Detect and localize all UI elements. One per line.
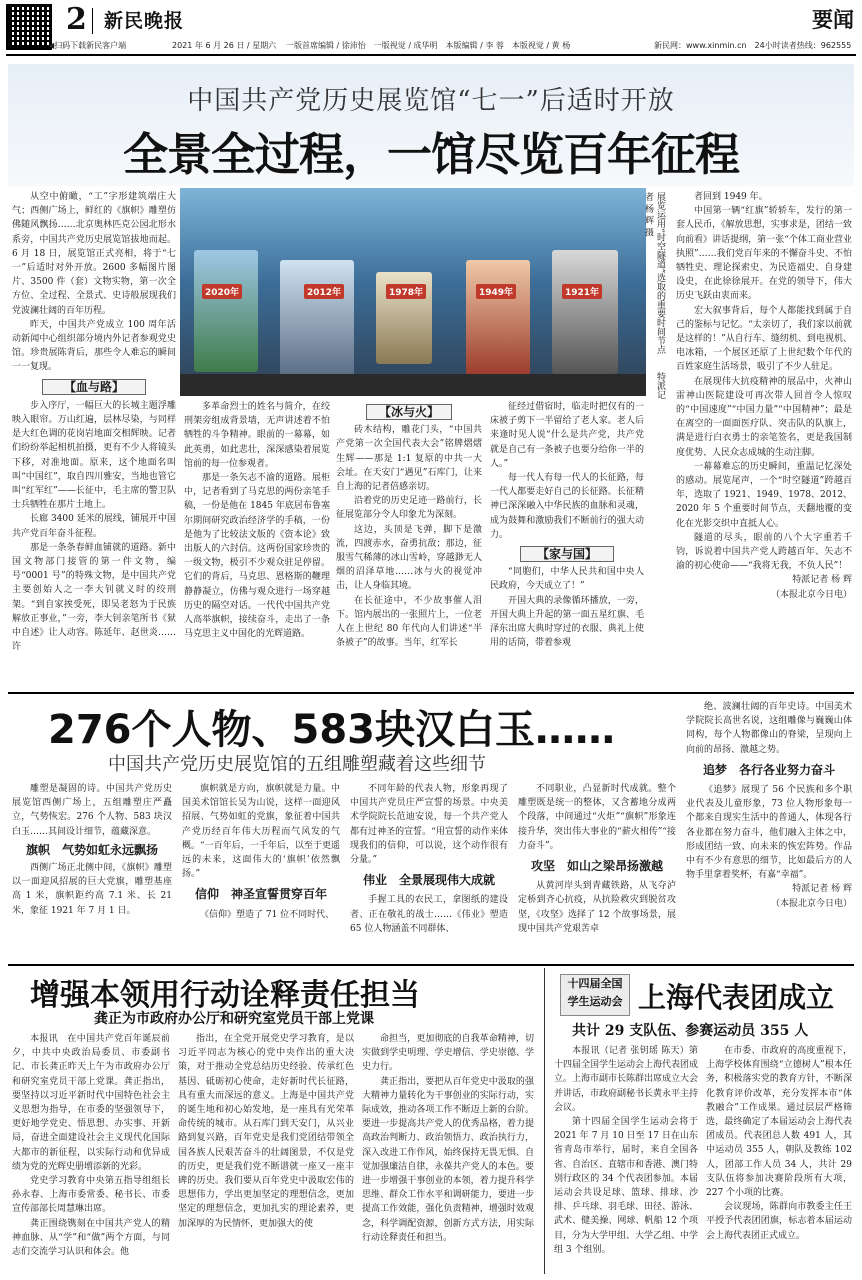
editor-credits: 一版首席编辑 / 徐沛怡 一版视觉 / 成华明 本版编辑 / 李 蓉 本版视觉 / 黄 杨: [286, 41, 571, 50]
lead-paragraph: 一幕幕难忘的历史瞬间，重温记忆深处的感动。展览尾声，一个“时空隧道”跨越百年，选取了 1921、1949、1978、2012、2020 年 5 个重要时间节点，天翻地覆的变化在光影交织中直抵人心。: [676, 461, 852, 529]
section-rule: [8, 692, 854, 694]
second-paragraph: 手握工具的农民工，拿图纸的建设者、正在敬礼的战士……《伟业》塑造 65 位人物涵盖不同群体、: [350, 895, 508, 934]
second-byline: 特派记者 杨 辉: [792, 884, 852, 895]
year-label: 1949年: [476, 284, 516, 299]
year-label: 2012年: [304, 284, 344, 299]
games-tag-top: 十四届全国: [567, 977, 623, 990]
section-title: 要闻: [812, 8, 854, 32]
issue-date: 2021 年 6 月 26 日 / 星期六: [172, 41, 277, 50]
lead-paragraph: 开国大典的录像循环播放，一旁，开国大典上升起的第一面五星红旗、毛泽东出席大典时穿过的衣服、典礼上使用的话筒，带着参观: [490, 595, 644, 649]
lead-byline: 特派记者 杨 辉: [792, 575, 852, 586]
year-label: 1978年: [386, 284, 426, 299]
paper-name: 新民晚报: [104, 10, 185, 32]
lead-column-5: [676, 190, 852, 648]
third-paragraph: 龚正围绕镌刻在中国共产党人的精神血脉、从“学”和“做”两个方面，与同志们交流学习认识和体会。他: [12, 1218, 170, 1258]
lead-source: （本报北京今日电）: [770, 589, 852, 600]
second-subtitle: 中国共产党历史展览馆的五组雕塑藏着这些细节: [108, 754, 486, 775]
masthead-divider: [92, 8, 93, 34]
subhead-blood-road: 【血与路】: [42, 379, 146, 395]
second-column-4: [518, 782, 676, 962]
subhead-dream: 追梦 各行各业努力奋斗: [702, 762, 835, 777]
subhead-flag: 旗帜 气势如虹永远飘扬: [25, 842, 158, 857]
lead-paragraph: 中国第一辆“红旗”轿轿车，发行的第一套人民币，《解放思想，实事求是，团结一致向前看》讲话提纲，第一张“个体工商业营业执照”……我们党百年来的不懈奋斗史、不怕牺牲史、理论探索史、为民造福史、自身建设史，在此徐徐展开。在党的领导下，伟大历史飞跃由衷而来。: [676, 206, 852, 302]
lead-paragraph: 这边，头顶是飞弹，脚下是激流，四渡赤水，奋勇抗敌；那边，征服雪气稀薄的冰山雪岭，穿越渺无人烟的沼泽草地……冰与火的视觉冲击，让人身临其境。: [336, 524, 482, 592]
lead-kicker: 中国共产党历史展览馆“七一”后适时开放: [187, 86, 675, 116]
photo-panel-1921: [552, 250, 618, 374]
photo-caption: 展览运用“时空隧道”选取的重要时间节点 特派记者 杨 辉 摄: [643, 192, 665, 400]
third-paragraph: 党史学习教育中央第五指导组组长孙永春、上海市委常委、秘书长、市委宣传部部长周慧琳出席。: [12, 1176, 170, 1215]
lead-paragraph: 在展现伟大抗疫精神的展品中，火神山雷神山医院建设可再次带人回首令人惊叹的“中国速度”“中国力量”“中国精神”；最是在离空的一面面医疗队、突击队的队旗上，满是进行白衣勇士的亲笔签名，更是我国制度优势、人民众志成城的生动注脚。: [676, 376, 852, 458]
year-label: 2020年: [202, 284, 242, 299]
qr-code[interactable]: [6, 4, 52, 50]
photo-panel-1949: [466, 260, 530, 376]
fourth-paragraph: 本报讯（记者 张钥瑶 陈天）第十四届全国学生运动会上海代表团成立。上海市副市长陈群出席成立大会并讲话，市政府副秘书长黄永平主持会议。: [554, 1046, 699, 1113]
second-paragraph: 不同年龄的代表人物，形象再现了中国共产党员庄严宣誓的场景。中央美术学院院长范迪安说，每一个共产党人都有过神圣的宣誓。“用宣誓的动作来体现我们的信仰，可以说，这个动作很有分量。”: [350, 784, 508, 866]
games-tag: [560, 974, 630, 1016]
lead-paragraph: 者回到 1949 年。: [694, 192, 768, 202]
lead-paragraph: 砖木结构，雕花门头，“中国共产党第一次全国代表大会”铭牌熠熠生辉——那是 1:1 复原的中共一大会址。在天安门“遇见”石库门，让来自上海的记者倍感亲切。: [336, 425, 482, 493]
fourth-paragraph: 会议现场，陈群向市教委主任王平授予代表团团旗，标志着本届运动会上海代表团正式成立。: [706, 1202, 852, 1241]
subhead-great-cause: 伟业 全景展现伟大成就: [362, 873, 495, 888]
second-paragraph: 西侧广场正北侧中间，《旗帜》雕塑以一面迎风招展的巨大党旗，雕塑基座高 1 米，旗帜距约高 7.1 米、长 21 米，象征 1921 年 7 月 1 日。: [12, 863, 172, 916]
lead-paragraph: 沿着党的历史足迹一路前行，长征展览部分令人印象尤为深刻。: [336, 496, 482, 521]
second-paragraph: 《信仰》塑造了 71 位不同时代、: [200, 909, 335, 920]
lead-column-1: [12, 190, 176, 653]
lead-paragraph: 多革命烈士的姓名与简介，在绞刑架旁组成背景墙，无声讲述着不怕牺牲的斗争精神。眼前的一幕幕，如此英勇，如此悲壮，深深感染着展览馆前的每一位参观者。: [184, 402, 330, 469]
fourth-paragraph: 第十四届全国学生运动会将于 2021 年 7 月 10 日至 17 日在山东省青岛市举行，届时，来自全国各省、自治区、直辖市和香港、澳门特别行政区的 34 个代表团参加。本届运动会共设足球、篮球、排球、沙排、乒乓球、羽毛球、田径、游泳、武术、健美操、网球、帆船 12 个项目，分为大学甲组、大学乙组、中学组 3 个组别。: [554, 1117, 699, 1255]
fourth-column-1: [554, 1044, 698, 1274]
lead-paragraph: 征经过借宿时，临走时把仅有的一床被子剪下一半留给了老人家。老人后来逢时见人说“什么是共产党，共产党就是自己有一条被子也要分给你一半的人。”: [490, 402, 644, 469]
games-tag-bottom: 学生运动会: [567, 995, 623, 1008]
lead-paragraph: 步入序厅，一幅巨大的长城主题浮雕映入眼帘。万山红遍，层林尽染，与同样是大红色调的花岗岩地面交相辉映。记者们纷纷举起相机拍摄，更有不少人将镜头下移，对准地面。原来，这个地面名叫叫“中国红”，取自四川雅安，当地也管它叫“红军红”——长征中，毛主席的警卫队士兵牺牲在那片土地上。: [12, 400, 176, 511]
lead-photo: [180, 188, 646, 396]
lead-paragraph: 那是一条条春鲜血铺就的道路。新中国文物部门接管的第一件文物，编号“0001 号”的特殊文物，是中国共产党主要创始人之一李大钊就义时的绞刑架。“到自家挨受死，即吴老怒为于民族解放正事业，”一旁，李大钊亲笔所书《狱中自述》让人动容。陈延年、赵世炎……许: [12, 542, 176, 653]
fourth-column-2: [706, 1044, 852, 1274]
second-column-2: [182, 782, 340, 962]
lead-paragraph: 那是一条矢志不渝的道路。展柜中，记者看到了马克思的两份亲笔手稿，一份是他在 1845 年底居布鲁塞尔期间研究政治经济学的手稿，一份是他为了比较法文版的《资本论》致出版人的六封信。这两份国家珍贵的一级文物，极引不少观众驻足停留。它们的背后，马克思、恩格斯的鞭理静静凝立，仿佛与观众进行一场穿越历史的隔空对话。一代代中国共产党人高举旗帜，接续奋斗，走出了一条马克思主义中国化的光辉道路。: [184, 473, 330, 640]
lead-headline: 全景全过程，一馆尽览百年征程: [122, 128, 739, 181]
scan-hint: ◀扫码下载新民客户端: [48, 41, 127, 50]
fourth-subtitle: 共计 29 支队伍、参赛运动员 355 人: [572, 1023, 809, 1039]
lead-paragraph: 宏大叙事背后，每个人都能找到属于自己的鉴标与记忆。“太亲切了，我们家以前就是这样的！”从自行车、缝纫机、到电视机、电冰箱，一个展区还原了上世纪数个年代的百姓家庭生活场景，吸引了不少人驻足。: [676, 305, 852, 373]
column-divider: [544, 968, 545, 1274]
lead-paragraph: 每一代人有每一代人的长征路，每一代人都要走好自己的长征路。长征精神已深深融入中华民族的血脉和灵魂，成为鼓舞和激励我们不断前行的强大动力。: [490, 473, 644, 540]
masthead-rule: [6, 54, 856, 56]
second-paragraph: 不同职业，凸显新时代成就。整个雕塑既是统一的整体，又含蓄地分成两个段落，中间通过“火炬”“旗帜”形象连接升华，突出伟大事业的“薪火相传”“接力奋斗”。: [518, 784, 676, 851]
second-paragraph: 旗帜就是方向，旗帜就是力量。中国美术馆馆长吴为山说，这样一面迎风招展、气势如虹的党旗，象征着中国共产党历经百年伟大历程而气风发的气概。“一百年后，一千年后，以至于更遥远的未来，这面伟大的‘旗帜’依然飘扬。”: [182, 784, 340, 880]
photo-floor: [180, 374, 646, 396]
lead-paragraph: “同胞们，中华人民共和国中央人民政府，今天成立了！”: [490, 567, 644, 592]
second-column-3: [350, 782, 508, 962]
third-subtitle: 龚正为市政府办公厅和研究室党员干部上党课: [94, 1011, 374, 1027]
third-column-1: [12, 1032, 170, 1274]
second-paragraph: 从黄河岸头到青藏铁路，从飞夺泸定桥到齐心抗疫，从抗险救灾到脱贫攻坚，《攻坚》选择了 12 个故事场景，展现中国共产党艰苦卓: [518, 881, 676, 934]
lead-column-4: [490, 400, 644, 648]
section-rule: [8, 964, 854, 966]
page-number: 2: [66, 2, 87, 37]
second-headline: 276个人物、583块汉白玉……: [48, 707, 615, 753]
lead-paragraph: 隧道的尽头，眼前的八个大字重若千钧，诉说着中国共产党人跨越百年、矢志不渝的初心使命——“我将无我，不负人民”！: [676, 532, 852, 572]
third-paragraph: 指出，在全党开展党史学习教育，是以习近平同志为核心的党中央作出的重大决策，对于推动全党总结历史经验、传承红色基因、砥砺初心使命，走好新时代长征路，具有重大而深远的意义。上海是中国共产党的诞生地和初心始发地，是一座具有光荣革命传统的城市。从石库门到天安门，从兴业路到复兴路，百年党史是我们党团结带领全国各族人民艰苦奋斗的壮阔图景，不仅是党的历史，更是我们党不断谱就一座又一座丰碑的历史。我们要从百年党史中汲取宏伟的思想伟力，学出更加坚定的理想信念，更加坚定的理想信念，更加扎实的理论素养，更加深厚的为民情怀，更加强大的使: [178, 1034, 354, 1229]
subhead-home-country: 【家与国】: [520, 546, 614, 562]
fourth-paragraph: 在市委、市政府的高度重视下，上海学校体育围绕“立德树人”根本任务，积极落实党的教育方针，不断深化教育评价改革，充分发挥本市“体教融合”工作成果。通过层层严格筛选，最终确定了本届运动会上海代表团成员。代表团总人数 491 人，其中运动员 355 人，朝队及教练 102 人，团部工作人员 34 人，共计 29 支队伍将参加决赛阶段所有大项，227 个小项的比赛。: [706, 1046, 852, 1199]
third-column-2: [178, 1032, 354, 1274]
third-headline: 增强本领用行动诠释责任担当: [30, 978, 420, 1013]
second-paragraph: 《追梦》展现了 56 个民族和多个职业代表及儿童形象，73 位人物形象每一个都来自现实生活中的普通人，体现各行各业都在努力奋斗，他们融入主体之中，形成团结一致、向未来的恢宏阵势。作品中有不少有意思的细节，比如最后方的人物手里拿着奖杯，有嘉“幸福”。: [686, 785, 852, 881]
second-paragraph: 绝、波澜壮阔的百年史诗。中国美术学院院长高世名说，这组雕像与巍巍山体同构，每个人物都像山的脊梁，呈现向上向前的昂扬、激越之势。: [686, 702, 852, 755]
third-column-3: [362, 1032, 534, 1274]
photo-panel-2020: [194, 250, 258, 372]
third-paragraph: 龚正指出，要把从百年党史中汲取的强大精神力量转化为干事创业的实际行动，实际成效，推动各项工作不断迈上新的台阶。要进一步提高共产党人的优秀品格，着力提高政治判断力、政治领悟力、政治执行力，深入改进工作作风，始终保持无畏无惧、自觉加强廉洁自律，永葆共产党人的本色。要进一步增强干事创业的本领，着力提升科学思维、群众工作水平和调研能力，要进一步提高工作效能，强化负责精神，增强时效观念，科学调配资源，创新方式方法，用实际行动诠释责任和担当。: [362, 1076, 534, 1243]
site-info: 新民网：www.xinmin.cn 24小时读者热线：962555: [654, 41, 852, 50]
lead-column-3: [336, 400, 482, 648]
photo-panel-2012: [280, 260, 354, 376]
lead-paragraph: 从空中俯瞰，“工”字形建筑端庄大气；西侧广场上，鲜红的《旗帜》雕塑仿佛随风飘扬……北京奥林匹克公园北形水系旁，中国共产党历史展览馆拔地而起。6 月 18 日，展览馆正式亮相，将于“七一”后适时对外开放。2600 多幅图片图片、3500 件（套）文物实物，第一次全方位、全过程、全景式、史诗般展现我们党波澜壮阔的百年历程。: [12, 192, 176, 316]
third-paragraph: 本报讯 在中国共产党百年诞辰前夕，中共中央政治局委员、市委副书记、市长龚正昨天上午为市政府办公厅和研究室党员干部上党课。龚正指出，要坚持以习近平新时代中国特色社会主义思想为指导，在市委的坚强领导下，更好地学党史、悟思想、办实事、开新局，奋进全面建设社会主义现代化国际大都市的新征程，以实际行动和优异成绩为党的光辉史册增添新的光彩。: [12, 1034, 170, 1172]
subhead-faith: 信仰 神圣宣誓贯穿百年: [194, 887, 327, 902]
subhead-tackle: 攻坚 如山之梁昂扬激越: [530, 859, 663, 874]
second-source: （本报北京今日电）: [770, 898, 852, 909]
lead-paragraph: 长廊 3400 延米的展线，铺展开中国共产党百年奋斗征程。: [12, 514, 176, 539]
lead-paragraph: 在长征途中，不少故事催人泪下。馆内展出的一张照片上，一位老人在上世纪 80 年代向人们讲述“半条被子”的故事。当年，红军长: [336, 595, 482, 649]
lead-column-2: [184, 400, 330, 648]
fourth-headline: 上海代表团成立: [638, 981, 835, 1014]
lead-paragraph: 昨天，中国共产党成立 100 周年活动新闻中心组织部分境内外记者参观党史馆。珍贵展陈背后，那些令人难忘的瞬间一一复现。: [12, 319, 176, 373]
third-paragraph: 命担当，更加彻底的自我革命精神，切实做到学史明理、学史增信、学史崇德、学史力行。: [362, 1034, 534, 1073]
second-paragraph: 雕塑是凝固的诗。中国共产党历史展览馆西侧广场上，五组雕塑庄严矗立，气势恢宏。276 个人物、583 块汉白玉……其间设计细节，蕴藏深意。: [12, 784, 172, 837]
second-column-5: [686, 700, 852, 962]
subhead-ice-fire: 【冰与火】: [366, 404, 452, 420]
year-label: 1921年: [562, 284, 602, 299]
second-column-1: [12, 782, 172, 962]
